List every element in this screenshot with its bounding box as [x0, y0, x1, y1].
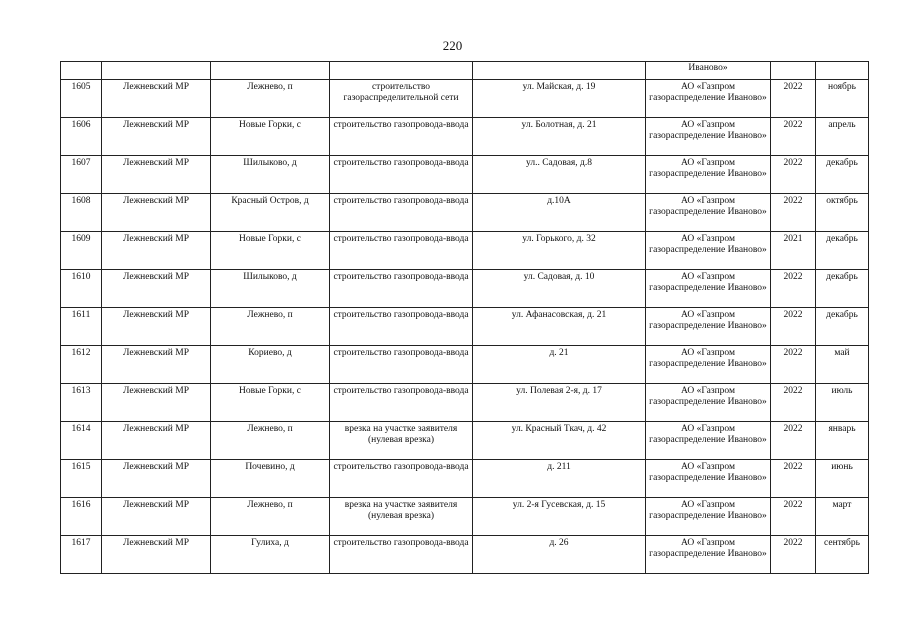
table-row [61, 118, 869, 156]
table-row [61, 536, 869, 574]
cell-year: 2022 [771, 422, 816, 460]
cell-work-type: строительство газопровода-ввода [330, 536, 473, 574]
cell-organization: АО «Газпром газораспределение Иваново» [646, 80, 771, 118]
cell-address: д. 211 [473, 460, 646, 498]
page-number: 220 [442, 38, 463, 53]
cell-month: январь [816, 422, 869, 460]
table-row [61, 460, 869, 498]
cell-year [771, 62, 816, 80]
cell-organization: АО «Газпром газораспределение Иваново» [646, 384, 771, 422]
cell-organization: АО «Газпром газораспределение Иваново» [646, 536, 771, 574]
cell-address: д. 26 [473, 536, 646, 574]
cell-address: ул. Садовая, д. 10 [473, 270, 646, 308]
table-row [61, 80, 869, 118]
cell-organization: Иваново» [646, 62, 771, 80]
cell-month: июнь [816, 460, 869, 498]
cell-work-type: строительство газопровода-ввода [330, 346, 473, 384]
cell-organization: АО «Газпром газораспределение Иваново» [646, 194, 771, 232]
cell-address: ул. 2-я Гусевская, д. 15 [473, 498, 646, 536]
cell-number: 1617 [61, 536, 102, 574]
table-row [61, 156, 869, 194]
cell-month: апрель [816, 118, 869, 156]
cell-settlement [211, 62, 330, 80]
cell-number: 1609 [61, 232, 102, 270]
cell-year: 2022 [771, 118, 816, 156]
cell-work-type: врезка на участке заявителя (нулевая врезка) [330, 422, 473, 460]
cell-district: Лежневский МР [102, 308, 211, 346]
cell-address: ул.. Садовая, д.8 [473, 156, 646, 194]
cell-settlement: Гулиха, д [211, 536, 330, 574]
table-row [61, 194, 869, 232]
cell-month: ноябрь [816, 80, 869, 118]
cell-district: Лежневский МР [102, 194, 211, 232]
cell-number: 1605 [61, 80, 102, 118]
cell-settlement: Шилыково, д [211, 156, 330, 194]
cell-work-type: строительство газопровода-ввода [330, 194, 473, 232]
cell-settlement: Новые Горки, с [211, 118, 330, 156]
cell-settlement: Лежнево, п [211, 308, 330, 346]
cell-number: 1606 [61, 118, 102, 156]
cell-settlement: Новые Горки, с [211, 384, 330, 422]
cell-number: 1608 [61, 194, 102, 232]
cell-organization: АО «Газпром газораспределение Иваново» [646, 460, 771, 498]
cell-year: 2022 [771, 384, 816, 422]
cell-settlement: Кориево, д [211, 346, 330, 384]
cell-month: май [816, 346, 869, 384]
table-row [61, 346, 869, 384]
table-row [61, 422, 869, 460]
cell-district: Лежневский МР [102, 80, 211, 118]
cell-settlement: Шилыково, д [211, 270, 330, 308]
cell-organization: АО «Газпром газораспределение Иваново» [646, 232, 771, 270]
cell-district: Лежневский МР [102, 232, 211, 270]
cell-work-type: строительство газопровода-ввода [330, 156, 473, 194]
cell-organization: АО «Газпром газораспределение Иваново» [646, 308, 771, 346]
cell-district: Лежневский МР [102, 270, 211, 308]
table-row [61, 308, 869, 346]
cell-organization: АО «Газпром газораспределение Иваново» [646, 156, 771, 194]
cell-address: ул. Болотная, д. 21 [473, 118, 646, 156]
cell-month: октябрь [816, 194, 869, 232]
gasification-registry-table [60, 61, 869, 574]
table-row [61, 270, 869, 308]
cell-month: декабрь [816, 270, 869, 308]
cell-district: Лежневский МР [102, 384, 211, 422]
cell-settlement: Почевино, д [211, 460, 330, 498]
cell-address: ул. Горького, д. 32 [473, 232, 646, 270]
cell-number: 1615 [61, 460, 102, 498]
cell-year: 2022 [771, 308, 816, 346]
cell-month: декабрь [816, 308, 869, 346]
cell-organization: АО «Газпром газораспределение Иваново» [646, 422, 771, 460]
cell-address: д.10А [473, 194, 646, 232]
cell-district: Лежневский МР [102, 422, 211, 460]
cell-organization: АО «Газпром газораспределение Иваново» [646, 346, 771, 384]
cell-address [473, 62, 646, 80]
cell-year: 2022 [771, 346, 816, 384]
table-row [61, 498, 869, 536]
cell-year: 2022 [771, 194, 816, 232]
cell-address: д. 21 [473, 346, 646, 384]
cell-settlement: Новые Горки, с [211, 232, 330, 270]
cell-work-type [330, 62, 473, 80]
cell-work-type: строительство газопровода-ввода [330, 308, 473, 346]
cell-work-type: строительство газораспределительной сети [330, 80, 473, 118]
cell-year: 2022 [771, 460, 816, 498]
cell-number: 1610 [61, 270, 102, 308]
cell-year: 2022 [771, 498, 816, 536]
cell-year: 2022 [771, 536, 816, 574]
cell-work-type: врезка на участке заявителя (нулевая врезка) [330, 498, 473, 536]
table-row [61, 384, 869, 422]
cell-settlement: Красный Остров, д [211, 194, 330, 232]
cell-district: Лежневский МР [102, 460, 211, 498]
cell-organization: АО «Газпром газораспределение Иваново» [646, 270, 771, 308]
cell-year: 2021 [771, 232, 816, 270]
cell-number [61, 62, 102, 80]
cell-district: Лежневский МР [102, 346, 211, 384]
cell-address: ул. Полевая 2-я, д. 17 [473, 384, 646, 422]
cell-month: декабрь [816, 232, 869, 270]
cell-number: 1613 [61, 384, 102, 422]
cell-district: Лежневский МР [102, 498, 211, 536]
cell-month [816, 62, 869, 80]
cell-number: 1614 [61, 422, 102, 460]
cell-district [102, 62, 211, 80]
cell-year: 2022 [771, 156, 816, 194]
cell-month: июль [816, 384, 869, 422]
cell-settlement: Лежнево, п [211, 498, 330, 536]
table-body [61, 62, 869, 574]
cell-work-type: строительство газопровода-ввода [330, 232, 473, 270]
cell-work-type: строительство газопровода-ввода [330, 270, 473, 308]
cell-address: ул. Майская, д. 19 [473, 80, 646, 118]
cell-month: март [816, 498, 869, 536]
cell-number: 1616 [61, 498, 102, 536]
cell-work-type: строительство газопровода-ввода [330, 118, 473, 156]
cell-month: сентябрь [816, 536, 869, 574]
continuation-row [61, 62, 869, 80]
cell-work-type: строительство газопровода-ввода [330, 460, 473, 498]
cell-year: 2022 [771, 270, 816, 308]
cell-number: 1611 [61, 308, 102, 346]
cell-address: ул. Красный Ткач, д. 42 [473, 422, 646, 460]
cell-number: 1612 [61, 346, 102, 384]
cell-address: ул. Афанасовская, д. 21 [473, 308, 646, 346]
cell-district: Лежневский МР [102, 156, 211, 194]
cell-settlement: Лежнево, п [211, 422, 330, 460]
cell-month: декабрь [816, 156, 869, 194]
table-row [61, 232, 869, 270]
cell-work-type: строительство газопровода-ввода [330, 384, 473, 422]
cell-district: Лежневский МР [102, 536, 211, 574]
cell-number: 1607 [61, 156, 102, 194]
cell-organization: АО «Газпром газораспределение Иваново» [646, 118, 771, 156]
cell-organization: АО «Газпром газораспределение Иваново» [646, 498, 771, 536]
cell-settlement: Лежнево, п [211, 80, 330, 118]
cell-district: Лежневский МР [102, 118, 211, 156]
cell-year: 2022 [771, 80, 816, 118]
